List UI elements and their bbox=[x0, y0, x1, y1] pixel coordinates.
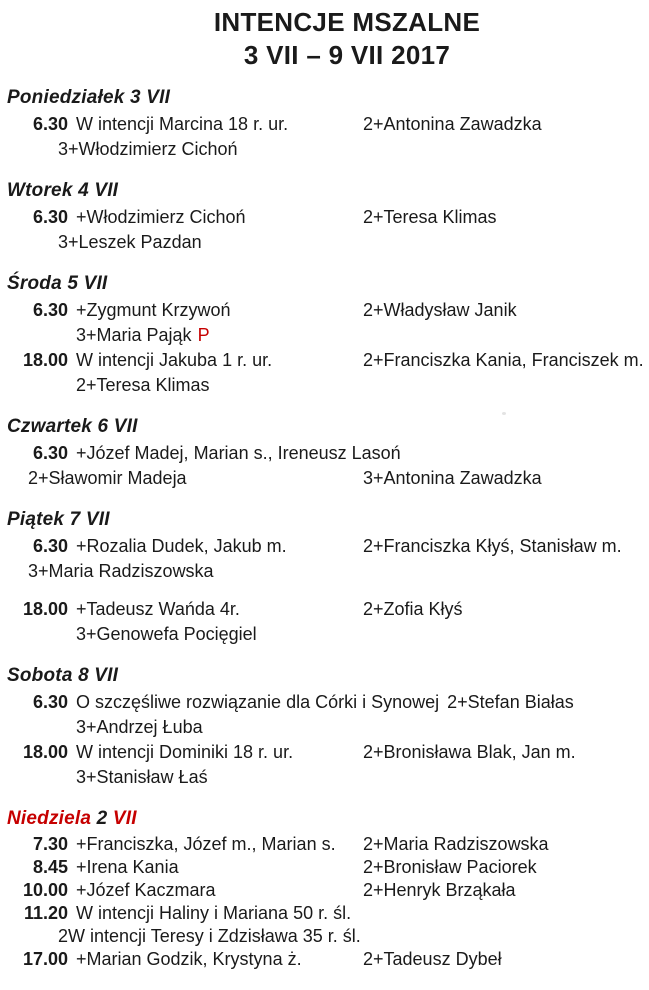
schedule bbox=[5, 86, 645, 971]
day-header-text: Piątek 7 VII bbox=[7, 509, 110, 530]
day-header-text: Poniedziałek 3 VII bbox=[7, 87, 171, 108]
intention-secondary: 2+Franciszka Kania, Franciszek m. bbox=[363, 350, 644, 370]
intention-secondary: 2+Antonina Zawadzka bbox=[363, 114, 542, 134]
date-range: 3 VII – 9 VII 2017 bbox=[243, 40, 451, 70]
intention-primary: 2W intencji Teresy i Zdzisława 35 r. śl. bbox=[58, 926, 361, 946]
day-section bbox=[5, 272, 645, 398]
intention-secondary: 2+Tadeusz Dybeł bbox=[363, 949, 502, 969]
row-content bbox=[76, 373, 645, 398]
intention-primary: W intencji Dominiki 18 r. ur. bbox=[76, 742, 294, 762]
intention-secondary: 2+Stefan Białas bbox=[447, 692, 574, 712]
mass-row bbox=[5, 298, 645, 323]
mass-row bbox=[5, 690, 645, 715]
row-content bbox=[76, 298, 645, 323]
row-content bbox=[76, 205, 645, 230]
mass-row bbox=[5, 856, 645, 879]
mass-row bbox=[5, 879, 645, 902]
row-content bbox=[76, 902, 645, 925]
row-content bbox=[76, 622, 645, 647]
intention-primary: 3+Maria Pająk bbox=[76, 325, 192, 345]
mass-time: 18.00 bbox=[22, 599, 68, 619]
mass-time: 7.30 bbox=[32, 834, 68, 854]
intention-primary: 3+Leszek Pazdan bbox=[58, 232, 202, 252]
scan-artifact-dot bbox=[502, 412, 506, 415]
mass-time: 11.20 bbox=[23, 903, 68, 923]
intention-primary: +Zygmunt Krzywoń bbox=[76, 300, 231, 320]
day-section bbox=[5, 664, 645, 790]
intention-primary: +Józef Kaczmara bbox=[76, 880, 216, 900]
mass-row bbox=[5, 925, 645, 948]
day-section bbox=[5, 179, 645, 255]
mass-row bbox=[5, 205, 645, 230]
day-header-text: Sobota 8 VII bbox=[7, 665, 119, 686]
mass-row bbox=[5, 948, 645, 971]
intention-secondary: 2+Franciszka Kłyś, Stanisław m. bbox=[363, 536, 622, 556]
mass-row bbox=[5, 597, 645, 622]
intention-secondary: 3+Antonina Zawadzka bbox=[363, 468, 542, 488]
mass-time: 17.00 bbox=[22, 949, 68, 969]
row-content bbox=[76, 112, 645, 137]
document-header bbox=[5, 6, 645, 72]
intention-primary: W intencji Jakuba 1 r. ur. bbox=[76, 350, 273, 370]
intention-primary: W intencji Haliny i Mariana 50 r. śl. bbox=[76, 903, 352, 923]
mass-time: 8.45 bbox=[32, 857, 68, 877]
mass-time: 6.30 bbox=[32, 300, 68, 320]
intention-primary: +Włodzimierz Cichoń bbox=[76, 207, 246, 227]
day-section bbox=[5, 807, 645, 971]
intention-primary: +Tadeusz Wańda 4r. bbox=[76, 599, 240, 619]
mass-row bbox=[5, 559, 645, 584]
mass-time: 10.00 bbox=[22, 880, 68, 900]
mass-row bbox=[5, 902, 645, 925]
intention-primary: +Józef Madej, Marian s., Ireneusz Lasoń bbox=[76, 443, 401, 463]
row-content bbox=[76, 690, 645, 715]
mass-time: 6.30 bbox=[32, 536, 68, 556]
mass-row bbox=[5, 622, 645, 647]
day-header bbox=[5, 508, 645, 532]
mass-time: 6.30 bbox=[32, 207, 68, 227]
mass-row bbox=[5, 230, 645, 255]
mass-time: 6.30 bbox=[32, 692, 68, 712]
mass-time: 18.00 bbox=[22, 350, 68, 370]
mass-row bbox=[5, 833, 645, 856]
row-content bbox=[76, 715, 645, 740]
day-header-text-red: Niedziela bbox=[7, 808, 97, 829]
day-header-text: Czwartek 6 VII bbox=[7, 416, 138, 437]
row-content bbox=[76, 441, 645, 466]
intention-secondary: 2+Władysław Janik bbox=[363, 300, 517, 320]
mass-row bbox=[5, 441, 645, 466]
row-content bbox=[76, 323, 645, 348]
intention-primary: 3+Andrzej Łuba bbox=[76, 717, 203, 737]
intention-primary: 2+Teresa Klimas bbox=[76, 375, 210, 395]
day-header bbox=[5, 272, 645, 296]
intention-primary: 3+Włodzimierz Cichoń bbox=[58, 139, 238, 159]
intention-secondary: 2+Zofia Kłyś bbox=[363, 599, 463, 619]
mass-row bbox=[5, 740, 645, 765]
day-header bbox=[5, 179, 645, 203]
mass-row bbox=[5, 466, 645, 491]
intention-primary: +Marian Godzik, Krystyna ż. bbox=[76, 949, 302, 969]
mass-time: 18.00 bbox=[22, 742, 68, 762]
mass-row bbox=[5, 348, 645, 373]
day-header-text-red: VII bbox=[107, 808, 137, 829]
intention-secondary: 2+Henryk Brząkała bbox=[363, 880, 516, 900]
intention-primary: +Irena Kania bbox=[76, 857, 179, 877]
day-header bbox=[5, 415, 645, 439]
intention-secondary: 2+Teresa Klimas bbox=[363, 207, 497, 227]
page-title: INTENCJE MSZALNE bbox=[213, 7, 481, 37]
intention-primary: W intencji Marcina 18 r. ur. bbox=[76, 114, 289, 134]
mass-row bbox=[5, 323, 645, 348]
row-content bbox=[76, 740, 645, 765]
row-spacer bbox=[5, 584, 645, 597]
row-content bbox=[76, 597, 645, 622]
day-section bbox=[5, 86, 645, 162]
mass-row bbox=[5, 534, 645, 559]
intention-primary: 2+Sławomir Madeja bbox=[28, 468, 187, 488]
row-content bbox=[28, 466, 645, 491]
row-content bbox=[76, 833, 645, 856]
intention-primary: 3+Genowefa Pocięgiel bbox=[76, 624, 257, 644]
day-header bbox=[5, 807, 645, 831]
day-section bbox=[5, 415, 645, 491]
mass-row bbox=[5, 137, 645, 162]
day-section bbox=[5, 508, 645, 647]
intention-primary: O szczęśliwe rozwiązanie dla Córki i Synowej bbox=[76, 692, 440, 712]
intention-secondary: 2+Bronisław Paciorek bbox=[363, 857, 537, 877]
row-content bbox=[58, 137, 645, 162]
day-header bbox=[5, 664, 645, 688]
intention-secondary: 2+Bronisława Blak, Jan m. bbox=[363, 742, 576, 762]
day-header-text: 2 bbox=[96, 808, 108, 829]
intention-secondary: 2+Maria Radziszowska bbox=[363, 834, 549, 854]
row-content bbox=[58, 925, 645, 948]
mass-row bbox=[5, 715, 645, 740]
row-content bbox=[58, 230, 645, 255]
intention-primary: +Rozalia Dudek, Jakub m. bbox=[76, 536, 287, 556]
mass-time: 6.30 bbox=[32, 443, 68, 463]
intention-primary: 3+Maria Radziszowska bbox=[28, 561, 214, 581]
day-header-text: Środa 5 VII bbox=[7, 273, 108, 294]
row-content bbox=[76, 765, 645, 790]
red-mark: P bbox=[197, 325, 210, 345]
intention-primary: +Franciszka, Józef m., Marian s. bbox=[76, 834, 336, 854]
row-content bbox=[76, 534, 645, 559]
mass-row bbox=[5, 373, 645, 398]
row-content bbox=[28, 559, 645, 584]
mass-row bbox=[5, 765, 645, 790]
row-content bbox=[76, 856, 645, 879]
day-header bbox=[5, 86, 645, 110]
mass-row bbox=[5, 112, 645, 137]
day-header-text: Wtorek 4 VII bbox=[7, 180, 119, 201]
row-content bbox=[76, 948, 645, 971]
row-content bbox=[76, 879, 645, 902]
row-content bbox=[76, 348, 645, 373]
mass-time: 6.30 bbox=[32, 114, 68, 134]
intention-primary: 3+Stanisław Łaś bbox=[76, 767, 208, 787]
